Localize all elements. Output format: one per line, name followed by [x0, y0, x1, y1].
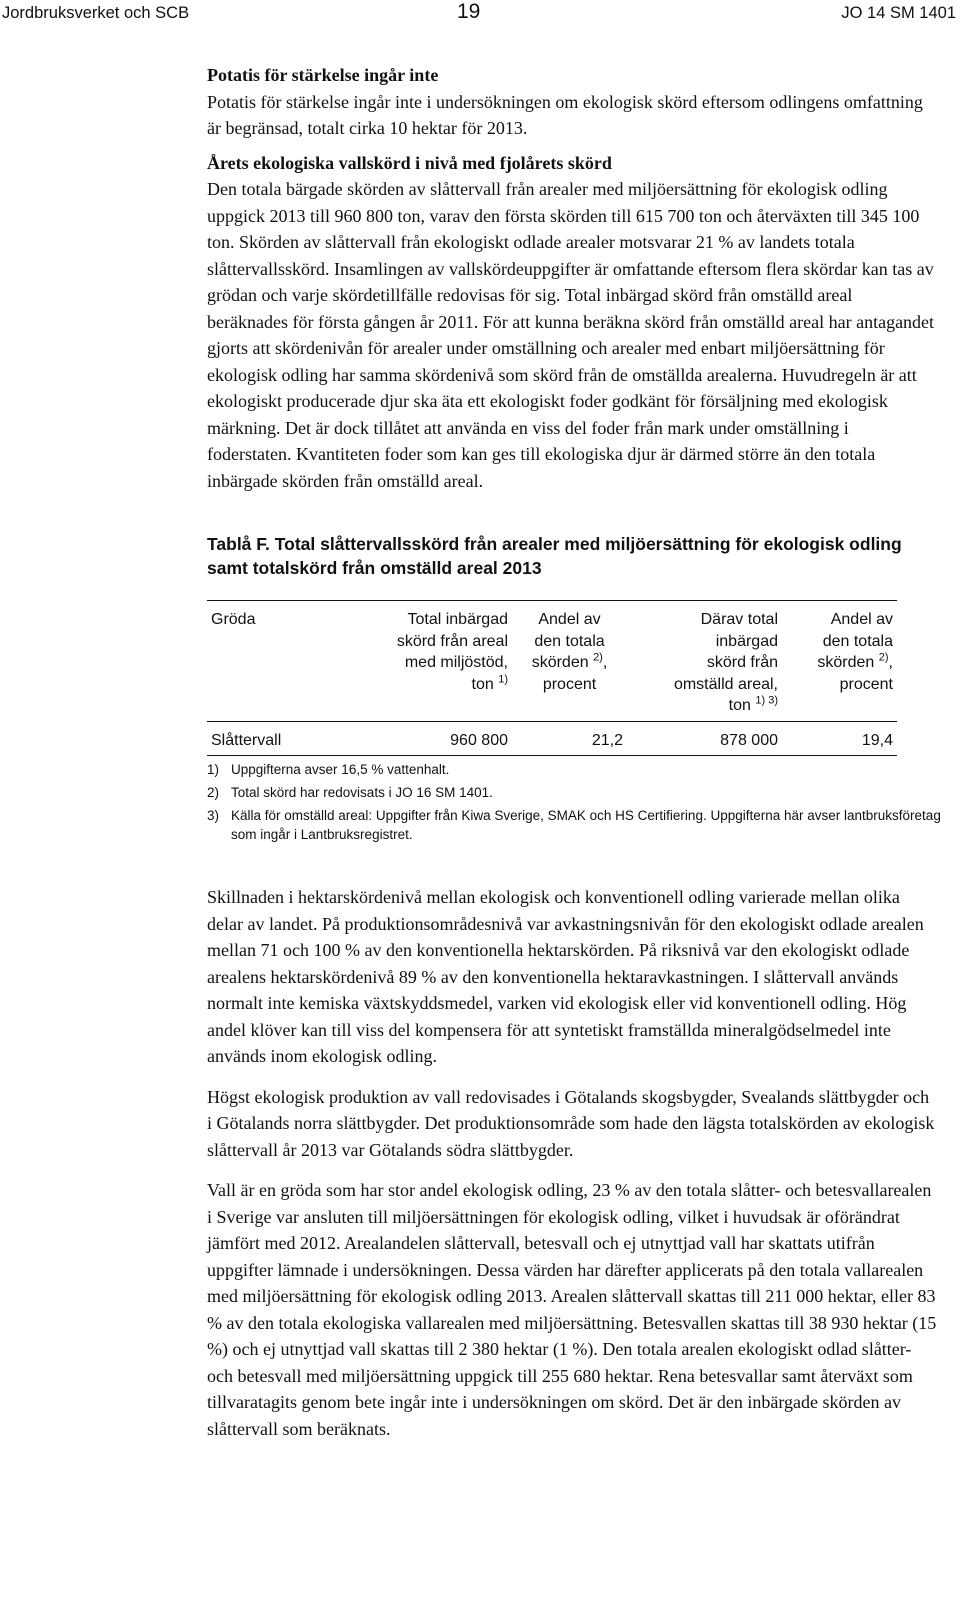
cell-share-converted: 19,4 — [782, 721, 897, 756]
table-row — [207, 721, 897, 756]
footnote-3: 3) Källa för omställd areal: Uppgifter från Kiwa Sverige, SMAK och HS Certifiering. Uppgifterna här avser lantbruksföretag som ingår i Lantbruksregistret. — [207, 808, 941, 842]
cell-crop: Slåttervall — [207, 721, 327, 756]
cell-converted: 878 000 — [627, 721, 782, 756]
table-title: Tablå F. Total slåttervallsskörd från arealer med miljöersättning för ekologisk odling samt totalskörd från omställd areal 2013 — [207, 534, 902, 578]
page-content — [207, 62, 941, 1442]
header-publisher: Jordbruksverket och SCB — [2, 4, 190, 22]
table-header-row — [207, 601, 897, 722]
col-header-share-total: Andel av den totala skörden $^{2)}$, procent — [512, 601, 627, 722]
footnote-2: 2) Total skörd har redovisats i JO 16 SM 1401. — [207, 785, 493, 800]
footnote-1: 1) Uppgifterna avser 16,5 % vattenhalt. — [207, 762, 450, 777]
section-body-vallskord: Den totala bärgade skörden av slåttervall från arealer med miljöersättning för ekologisk odling uppgick 2013 till 960 800 ton, varav den första skörden till 615 700 ton och återväxten till 345 100 ton. Skörden av slåttervall från ekologiskt odlade arealer motsvarar 21 % av landets totala slåttervallsskörd. Insamlingen av vallskördeuppgifter är omfattande eftersom flera skördar kan tas av grödan och varje skördetillfälle redovisas för sig. Total inbärgad skörd från omställd areal beräknades för första gången år 2011. För att kunna beräkna skörd från omställd areal har antagandet gjorts att skördenivån för arealer under omställning och arealer med enbart miljöersättning för ekologisk odling har samma skördenivå som skörd från de omställda arealerna. Huvudregeln är att ekologiskt producerade djur ska äta ett ekologiskt foder godkänt för försäljning med ekologisk märkning. Det är dock tillåtet att använda en viss del foder från mark under omställning i foderstaten. Kvantiteten foder som kan ges till ekologiska djur är därmed större än den totala inbärgade skörden från omställd areal. — [207, 179, 935, 491]
report-id: JO 14 SM 1401 — [841, 4, 956, 22]
col-header-converted: Därav total inbärgad skörd från omställd areal, ton $^{1) 3)}$ — [627, 601, 782, 722]
cell-share-total: 21,2 — [512, 721, 627, 756]
paragraph-vallareal: Vall är en gröda som har stor andel ekologisk odling, 23 % av den totala slåtter- och betesvallarealen i Sverige var ansluten till miljöersättningen för ekologisk odling, vilket i huvudsak är oförändrat jämfört med 2012. Arealandelen slåttervall, betesvall och ej utnyttjad vall har skattats utifrån uppgifter lämnade i undersökningen. Dessa värden har därefter applicerats på den totala vallarealen med miljöersättning för ekologisk odling 2013. Arealen slåttervall skattas till 211 000 hektar, eller 83 % av den totala ekologiska vallarealen med miljöersättning. Betesvallen skattas till 38 930 hektar (15 %) och ej utnyttjad vall skattas till 2 380 hektar (1 %). Den totala arealen ekologiskt odlad slåtter- och betesvall med miljöersättning uppgick till 255 680 hektar. Rena betesvallar samt återväxt som tillvaratagits genom bete ingår inte i undersökningen om skörd. Det är den inbärgade skörden av slåttervall som beräknats. — [207, 1180, 937, 1439]
paragraph-produktion: Högst ekologisk produktion av vall redovisades i Götalands skogsbygder, Svealands slättbygder och i Götalands norra slättbygder. Det produktionsområde som hade den lägsta totalskörden av ekologisk slåttervall år 2013 var Götalands södra slättbygder. — [207, 1086, 935, 1160]
section-heading-vallskord: Årets ekologiska vallskörd i nivå med fjolårets skörd — [207, 152, 612, 173]
cell-total: 960 800 — [327, 721, 512, 756]
page-header — [0, 0, 960, 30]
page-number: 19 — [457, 0, 481, 23]
section-body-potatis: Potatis för stärkelse ingår inte i undersökningen om ekologisk skörd eftersom odlingens omfattning är begränsad, totalt cirka 10 hektar för 2013. — [207, 91, 923, 138]
table-container — [207, 600, 897, 756]
harvest-table — [207, 600, 897, 756]
section-heading-potatis: Potatis för stärkelse ingår inte — [207, 65, 439, 85]
paragraph-hektarskord: Skillnaden i hektarskördenivå mellan ekologisk och konventionell odling varierade mellan olika delar av landet. På produktionsområdesnivå var avkastningsnivån för den ekologiskt odlade arealen mellan 71 och 100 % av den konventionella hektarskörden. På riksnivå var den ekologiskt odlade arealens hektarskördenivå 89 % av den konventionella hektaravkastningen. I slåttervall används normalt inte kemiska växtskyddsmedel, varken vid ekologisk eller vid konventionell odling. Hög andel klöver kan till viss del kompensera för att syntetiskt framställda mineralgödselmedel inte används inom ekologisk odling. — [207, 887, 924, 1066]
col-header-total: Total inbärgad skörd från areal med miljöstöd, ton $^{1)}$ — [327, 601, 512, 722]
col-header-share-converted: Andel av den totala skörden $^{2)}$, procent — [782, 601, 897, 722]
col-header-crop: Gröda — [207, 601, 327, 722]
